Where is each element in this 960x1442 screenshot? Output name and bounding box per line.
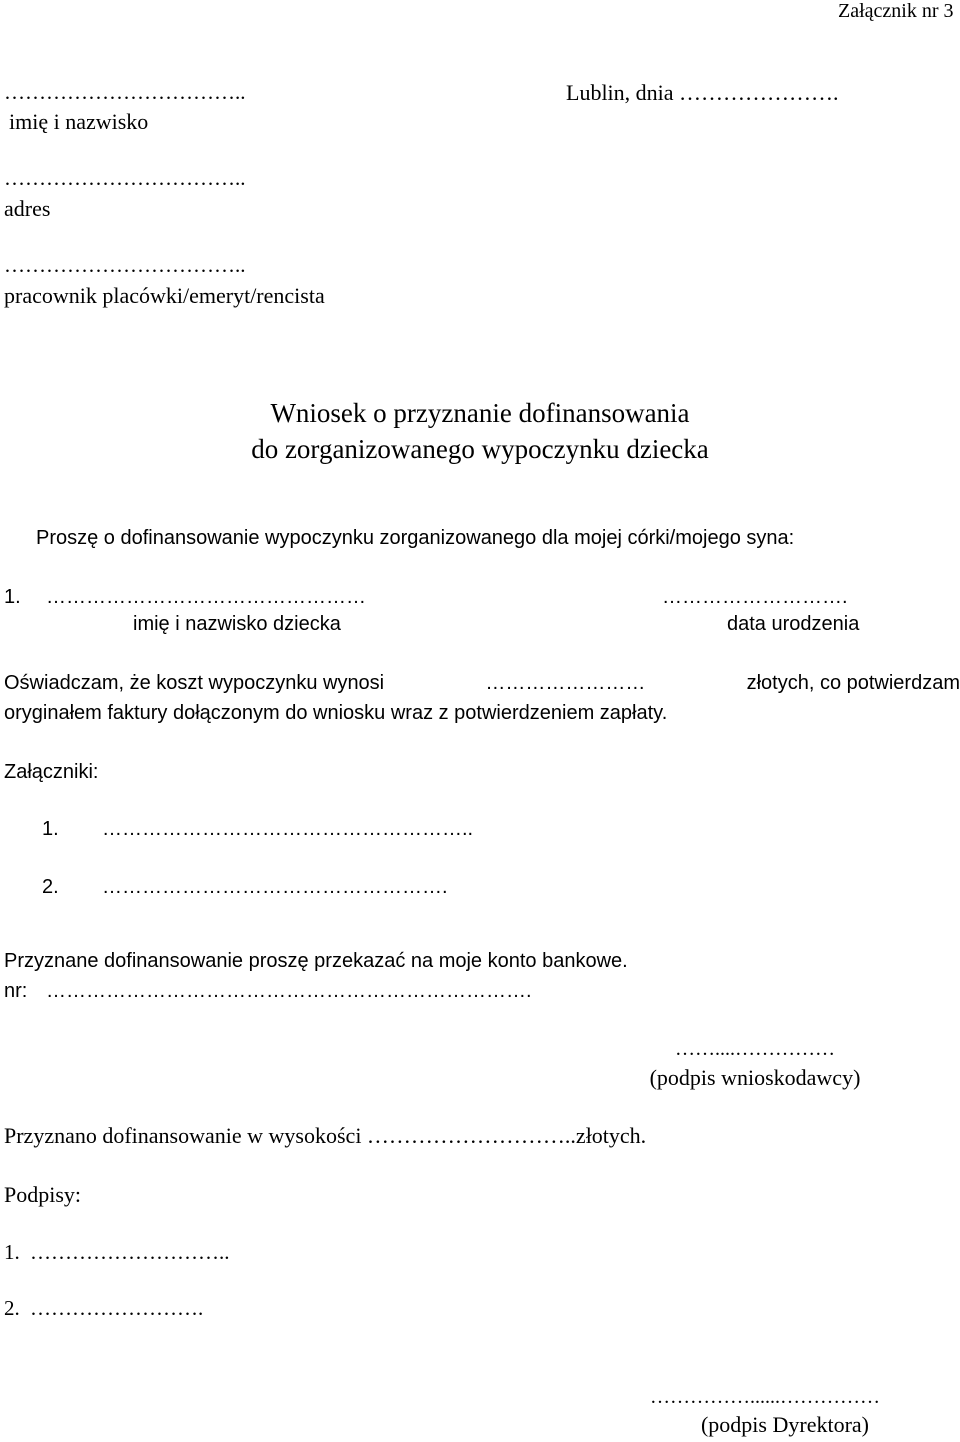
request-text: Proszę o dofinansowanie wypoczynku zorganizowanego dla mojej córki/mojego syna: — [36, 527, 795, 549]
signatures-label: Podpisy: — [4, 1182, 82, 1207]
signature-2-number: 2. — [4, 1296, 20, 1320]
child-number: 1. — [4, 586, 21, 608]
name-dots: …………………………….. — [4, 80, 246, 104]
address-caption: adres — [4, 196, 51, 221]
director-signature-caption: (podpis Dyrektora) — [700, 1412, 869, 1437]
child-date-dots: ………………………. — [662, 586, 848, 608]
bank-nr-dots: ………………………………………………………………. — [46, 980, 532, 1002]
place-date: Lublin, dnia …………………. — [566, 80, 839, 105]
child-name-dots: ………………………………………… — [46, 586, 366, 608]
status-dots: …………………………….. — [4, 253, 246, 277]
annex-label: Załącznik nr 3 — [838, 0, 954, 22]
attachment-1-number: 1. — [42, 818, 59, 840]
signature-2-dots: ……………………. — [30, 1296, 204, 1320]
granted-text: Przyznano dofinansowanie w wysokości ………………………..złotych. — [4, 1123, 647, 1148]
director-signature-dots: ……………......…………… — [650, 1386, 880, 1408]
signature-1-dots: ……………………….. — [30, 1240, 230, 1264]
statement-cost-dots: …………………… — [485, 672, 646, 694]
attachments-label: Załączniki: — [4, 761, 99, 783]
signature-1-number: 1. — [4, 1240, 20, 1264]
applicant-signature-dots: ……....…………… — [675, 1038, 835, 1060]
child-name-caption: imię i nazwisko dziecka — [133, 613, 341, 635]
attachment-2-number: 2. — [42, 876, 59, 898]
attachment-2-dots: ……………………………………………. — [102, 876, 448, 898]
child-date-caption: data urodzenia — [727, 613, 860, 635]
statement-line1 — [4, 672, 960, 695]
page-title-line2: do zorganizowanego wypoczynku dziecka — [251, 434, 709, 464]
applicant-signature-caption: (podpis wnioskodawcy) — [649, 1065, 861, 1090]
attachment-1-dots: ……………………………………………….. — [102, 818, 474, 840]
bank-nr-label: nr: — [4, 980, 28, 1002]
name-caption: imię i nazwisko — [9, 109, 149, 134]
page-title-line1: Wniosek o przyznanie dofinansowania — [270, 398, 690, 428]
statement-line2: oryginałem faktury dołączonym do wniosku wraz z potwierdzeniem zapłaty. — [4, 702, 668, 724]
bank-text: Przyznane dofinansowanie proszę przekazać na moje konto bankowe. — [4, 950, 628, 972]
status-caption: pracownik placówki/emeryt/rencista — [4, 283, 325, 308]
statement-part2: złotych, co potwierdzam — [746, 672, 960, 694]
statement-part1: Oświadczam, że koszt wypoczynku wynosi — [4, 672, 385, 694]
address-dots: …………………………….. — [4, 166, 246, 190]
